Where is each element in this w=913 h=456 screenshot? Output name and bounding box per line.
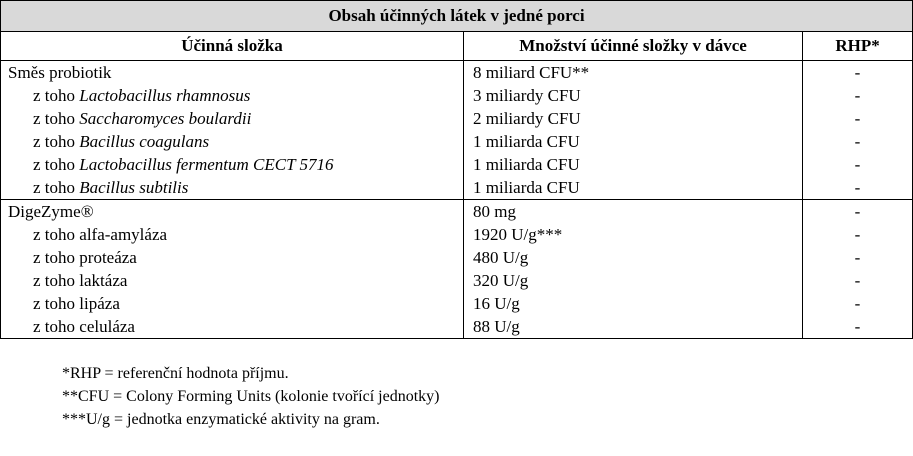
ingredient-amount: 1 miliarda CFU	[464, 176, 803, 200]
table-row	[1, 61, 913, 85]
ingredient-amount: 1 miliarda CFU	[464, 153, 803, 176]
ingredient-prefix: z toho	[33, 294, 80, 313]
ingredient-amount: 480 U/g	[464, 246, 803, 269]
table-row	[1, 315, 913, 339]
ingredient-name: celuláza	[79, 317, 135, 336]
ingredient-cell	[1, 292, 464, 315]
ingredient-name: laktáza	[79, 271, 128, 290]
ingredient-prefix: z toho	[33, 225, 80, 244]
ingredient-rhp: -	[803, 292, 913, 315]
ingredient-name: alfa-amyláza	[79, 225, 168, 244]
ingredient-amount: 88 U/g	[464, 315, 803, 339]
ingredient-cell	[1, 223, 464, 246]
ingredient-name: Bacillus coagulans	[79, 132, 210, 151]
ingredient-cell	[1, 315, 464, 339]
group-rhp: -	[803, 61, 913, 85]
ingredient-name: Lactobacillus rhamnosus	[79, 86, 251, 105]
ingredient-prefix: z toho	[33, 317, 80, 336]
table-row	[1, 84, 913, 107]
ingredient-name: lipáza	[79, 294, 120, 313]
ingredient-cell	[1, 130, 464, 153]
table-title: Obsah účinných látek v jedné porci	[1, 1, 913, 32]
ingredient-prefix: z toho	[33, 248, 80, 267]
table-title-row	[1, 1, 913, 32]
group-rhp: -	[803, 200, 913, 224]
header-component: Účinná složka	[1, 32, 464, 61]
table-row	[1, 246, 913, 269]
ingredient-rhp: -	[803, 269, 913, 292]
table-row	[1, 153, 913, 176]
ingredient-prefix: z toho	[33, 132, 80, 151]
ingredient-name: proteáza	[79, 248, 137, 267]
table-row	[1, 292, 913, 315]
ingredient-amount: 320 U/g	[464, 269, 803, 292]
table-row	[1, 269, 913, 292]
header-rhp: RHP*	[803, 32, 913, 61]
ingredient-name: Saccharomyces boulardii	[79, 109, 252, 128]
ingredient-prefix: z toho	[33, 109, 80, 128]
ingredient-cell	[1, 153, 464, 176]
ingredient-rhp: -	[803, 107, 913, 130]
ingredient-cell	[1, 176, 464, 200]
ingredient-rhp: -	[803, 223, 913, 246]
ingredient-cell	[1, 269, 464, 292]
footnote-cfu: **CFU = Colony Forming Units (kolonie tvořící jednotky)	[62, 388, 440, 405]
group-amount: 8 miliard CFU**	[464, 61, 803, 85]
table-row	[1, 176, 913, 200]
ingredient-prefix: z toho	[33, 178, 80, 197]
ingredient-cell	[1, 84, 464, 107]
table-header-row	[1, 32, 913, 61]
table-row	[1, 130, 913, 153]
ingredient-prefix: z toho	[33, 86, 80, 105]
ingredient-amount: 1 miliarda CFU	[464, 130, 803, 153]
ingredient-amount: 16 U/g	[464, 292, 803, 315]
header-amount: Množství účinné složky v dávce	[464, 32, 803, 61]
footnotes	[62, 362, 439, 431]
ingredient-rhp: -	[803, 153, 913, 176]
ingredient-prefix: z toho	[33, 271, 80, 290]
table-body	[1, 61, 913, 339]
group-name: Směs probiotik	[1, 61, 464, 85]
ingredient-name: Bacillus subtilis	[79, 178, 189, 197]
table-row	[1, 107, 913, 130]
ingredient-amount: 1920 U/g***	[464, 223, 803, 246]
ingredient-rhp: -	[803, 130, 913, 153]
ingredient-name: Lactobacillus fermentum CECT 5716	[79, 155, 334, 174]
table-row	[1, 223, 913, 246]
footnote-ug: ***U/g = jednotka enzymatické aktivity na gram.	[62, 411, 380, 428]
ingredient-rhp: -	[803, 246, 913, 269]
ingredient-cell	[1, 246, 464, 269]
ingredient-cell	[1, 107, 464, 130]
ingredient-amount: 2 miliardy CFU	[464, 107, 803, 130]
group-amount: 80 mg	[464, 200, 803, 224]
ingredient-prefix: z toho	[33, 155, 80, 174]
group-name: DigeZyme®	[1, 200, 464, 224]
ingredient-amount: 3 miliardy CFU	[464, 84, 803, 107]
ingredient-rhp: -	[803, 176, 913, 200]
table-row	[1, 200, 913, 224]
ingredient-rhp: -	[803, 84, 913, 107]
footnote-rhp: *RHP = referenční hodnota příjmu.	[62, 365, 289, 382]
ingredient-rhp: -	[803, 315, 913, 339]
